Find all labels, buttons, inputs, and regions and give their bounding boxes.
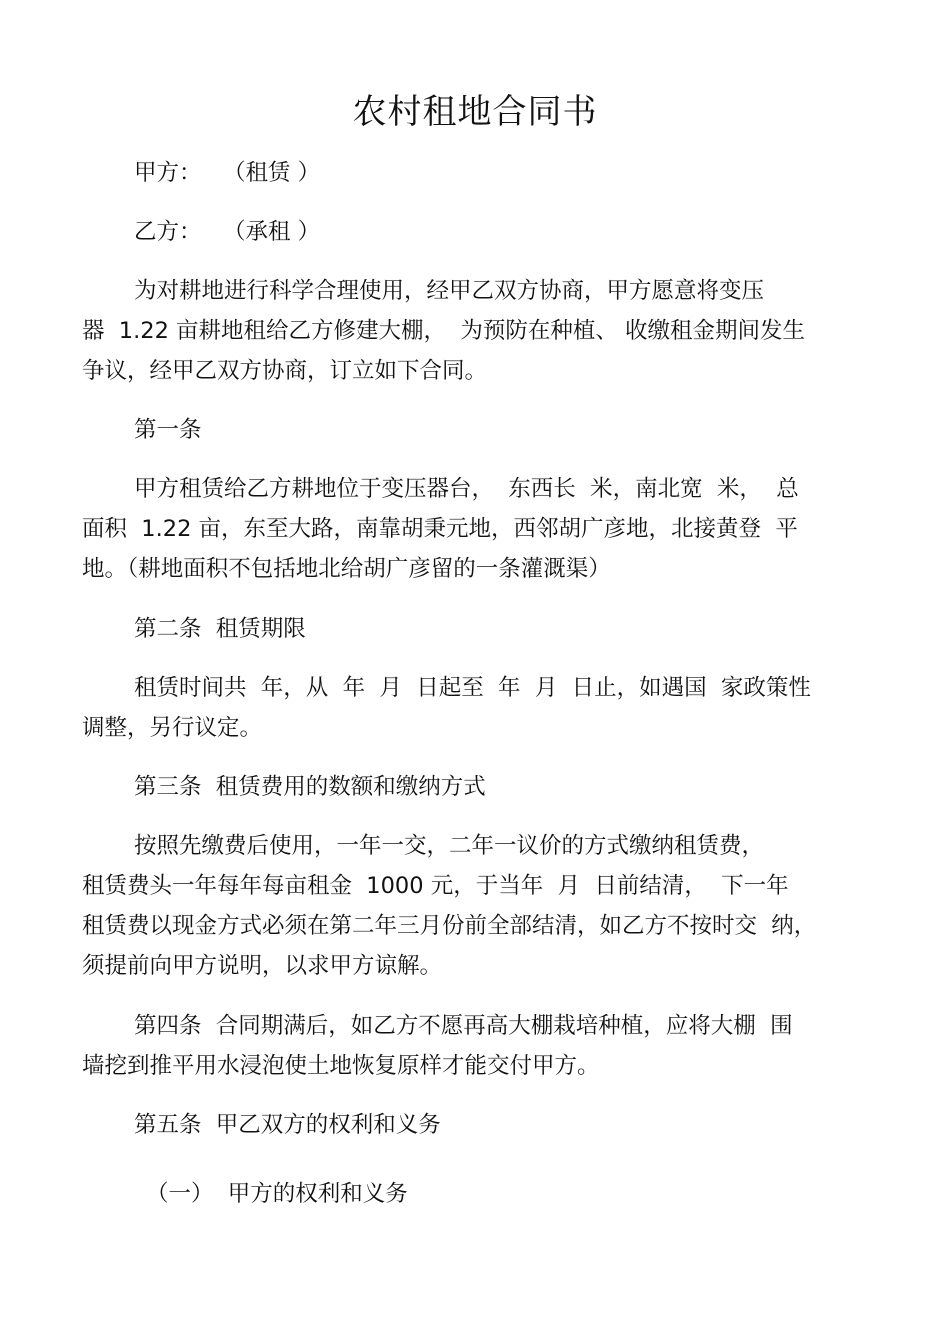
article-3-line: 按照先缴费后使用，一年一交，二年一议价的方式缴纳租赁费， bbox=[134, 833, 765, 859]
party-b-line: 乙方： （承租 ） bbox=[134, 219, 321, 245]
party-a-line: 甲方： （租赁 ） bbox=[134, 160, 321, 186]
article-1-line: 面积 1.22 亩，东至大路，南靠胡秉元地，西邻胡广彦地，北接黄登 平 bbox=[82, 516, 798, 542]
article-2-line: 租赁时间共 年，从 年 月 日起至 年 月 日止，如遇国 家政策性 bbox=[134, 675, 811, 701]
document-title: 农村租地合同书 bbox=[352, 92, 598, 132]
preamble-line: 器 1.22 亩耕地租给乙方修建大棚， 为预防在种植、 收缴租金期间发生 bbox=[82, 318, 806, 344]
preamble-line: 为对耕地进行科学合理使用，经甲乙双方协商，甲方愿意将变压 bbox=[134, 278, 765, 304]
article-4-line: 第四条 合同期满后，如乙方不愿再高大棚栽培种植，应将大棚 围 bbox=[134, 1013, 793, 1039]
article-5-heading: 第五条 甲乙双方的权利和义务 bbox=[134, 1112, 441, 1138]
article-2-line: 调整，另行议定。 bbox=[82, 715, 263, 741]
article-3-line: 须提前向甲方说明，以求甲方谅解。 bbox=[82, 953, 443, 979]
article-3-line: 租赁费以现金方式必须在第二年三月份前全部结清，如乙方不按时交 纳， bbox=[82, 913, 817, 939]
article-1-line: 地。（耕地面积不包括地北给胡广彦留的一条灌溉渠） bbox=[82, 556, 611, 582]
article-5-subheading: （一） 甲方的权利和义务 bbox=[146, 1181, 408, 1207]
article-2-heading: 第二条 租赁期限 bbox=[134, 616, 306, 642]
article-1-line: 甲方租赁给乙方耕地位于变压器台， 东西长 米，南北宽 米， 总 bbox=[134, 476, 799, 502]
article-3-line: 租赁费头一年每年每亩租金 1000 元，于当年 月 日前结清， 下一年 bbox=[82, 873, 789, 899]
article-4-line: 墙挖到推平用水浸泡使土地恢复原样才能交付甲方。 bbox=[82, 1053, 600, 1079]
article-1-heading: 第一条 bbox=[134, 417, 202, 443]
article-3-heading: 第三条 租赁费用的数额和缴纳方式 bbox=[134, 774, 486, 800]
preamble-line: 争议，经甲乙双方协商，订立如下合同。 bbox=[82, 358, 488, 384]
